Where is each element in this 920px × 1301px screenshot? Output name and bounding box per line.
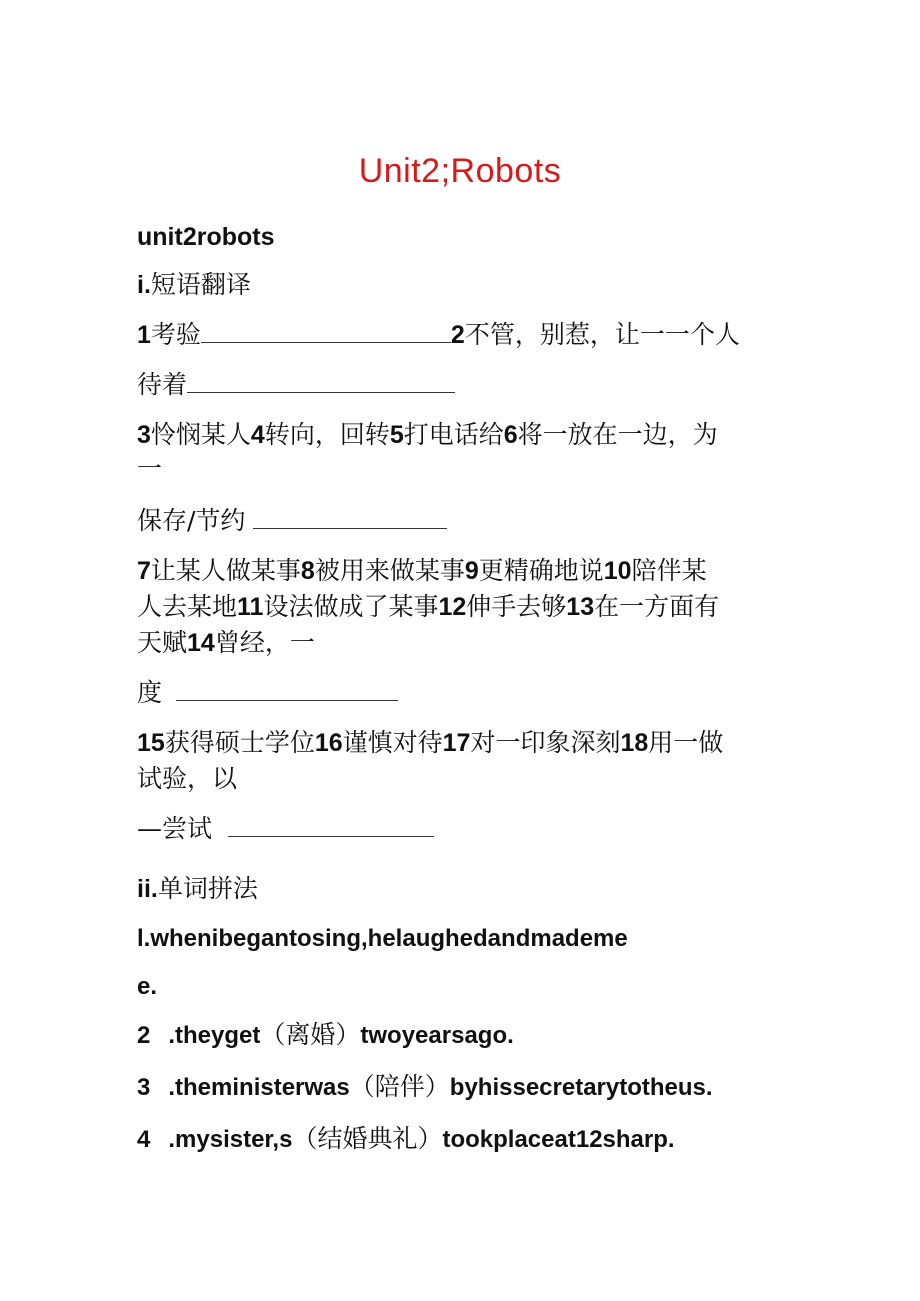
phrase-text: 曾经，一	[214, 628, 315, 657]
phrase-text: 度	[137, 678, 163, 707]
section-heading-spelling	[137, 872, 787, 906]
sentence-text: .theyget	[168, 1022, 261, 1049]
item-number: 13	[566, 593, 595, 621]
phrase-text: 陪伴某	[631, 556, 707, 585]
phrase-text: 考验	[150, 320, 201, 349]
sentence-number: 4	[137, 1126, 151, 1153]
phrase-text: 让某人做某事	[150, 556, 301, 585]
phrase-text: 人去某地	[137, 592, 238, 621]
item-number: 5	[389, 421, 404, 449]
phrase-line-7	[137, 590, 787, 624]
phrase-text: 试验，以	[137, 764, 238, 793]
phrase-line-9	[137, 676, 787, 710]
item-number: 1	[137, 321, 151, 349]
item-number: 3	[137, 421, 151, 449]
item-number: 17	[442, 729, 471, 757]
sentence-text: .theministerwas	[168, 1074, 350, 1101]
phrase-text: 在一方面有	[594, 592, 720, 621]
phrase-text: 转向，回转	[264, 420, 390, 449]
phrase-text: 将一放在一边，为	[517, 420, 718, 449]
sentence-text: byhissecretarytotheus.	[449, 1074, 713, 1101]
subtitle: unit2robots	[137, 223, 275, 251]
chinese-hint: （离婚）	[260, 1020, 361, 1049]
section-number: i.	[137, 271, 151, 299]
item-number: 2	[450, 321, 465, 349]
phrase-text: 打电话给	[403, 420, 504, 449]
phrase-text: 保存/节约	[137, 506, 246, 535]
item-number: 14	[187, 629, 215, 657]
sentence-text: tookplaceat12sharp.	[442, 1126, 675, 1153]
phrase-text: 设法做成了某事	[263, 592, 439, 621]
phrase-text: 怜悯某人	[150, 420, 251, 449]
item-number: 15	[137, 729, 165, 757]
section-label: 单词拼法	[157, 874, 258, 903]
phrase-text: 一	[137, 454, 163, 483]
answer-blank[interactable]	[176, 678, 398, 701]
answer-blank[interactable]	[201, 320, 451, 343]
answer-blank[interactable]	[253, 506, 447, 529]
item-number: 6	[503, 421, 518, 449]
phrase-line-5	[137, 504, 787, 538]
item-number: 8	[300, 557, 315, 585]
section-heading-phrases	[137, 268, 787, 302]
phrase-line-12	[137, 812, 787, 846]
sentence-1: l.whenibegantosing,helaughedandmademe	[137, 925, 628, 952]
phrase-text: 更精确地说	[478, 556, 604, 585]
phrase-text: 伸手去够	[466, 592, 567, 621]
phrase-line-1	[137, 318, 787, 352]
phrase-text: 用一做	[648, 728, 724, 757]
sentence-text: .mysister,s	[168, 1126, 293, 1153]
page-title: Unit2;Robots	[358, 152, 562, 190]
phrase-text: 被用来做某事	[314, 556, 465, 585]
phrase-text: 天赋	[137, 628, 188, 657]
chinese-hint: （结婚典礼）	[292, 1124, 443, 1153]
phrase-line-2	[137, 368, 787, 402]
sentence-text: twoyearsago.	[360, 1022, 514, 1049]
phrase-text: 获得硕士学位	[164, 728, 315, 757]
section-label: 短语翻译	[150, 270, 251, 299]
phrase-text: 谨慎对待	[342, 728, 443, 757]
item-number: 9	[464, 557, 479, 585]
sentence-3	[137, 1070, 787, 1105]
item-number: 10	[603, 557, 632, 585]
phrase-text: 待着	[137, 370, 188, 399]
sentence-4	[137, 1122, 787, 1157]
item-number: 18	[620, 729, 649, 757]
sentence-number: 2	[137, 1022, 151, 1049]
sentence-2	[137, 1018, 787, 1053]
phrase-line-8	[137, 626, 787, 660]
phrase-line-3	[137, 418, 787, 452]
answer-blank[interactable]	[187, 370, 455, 393]
item-number: 11	[237, 593, 264, 621]
sentence-number: 3	[137, 1074, 151, 1101]
answer-blank[interactable]	[228, 814, 434, 837]
phrase-line-6	[137, 554, 787, 588]
section-number: ii.	[137, 875, 158, 903]
phrase-line-4	[137, 452, 787, 486]
chinese-hint: （陪伴）	[349, 1072, 450, 1101]
phrase-line-10	[137, 726, 787, 760]
item-number: 7	[137, 557, 151, 585]
item-number: 12	[438, 593, 467, 621]
phrase-text: 不管，别惹，让一一个人	[464, 320, 740, 349]
phrase-text: —尝试	[137, 814, 213, 843]
phrase-line-11	[137, 762, 787, 796]
phrase-text: 对一印象深刻	[470, 728, 621, 757]
item-number: 16	[314, 729, 343, 757]
item-number: 4	[250, 421, 265, 449]
sentence-1-cont: e.	[137, 973, 158, 1000]
